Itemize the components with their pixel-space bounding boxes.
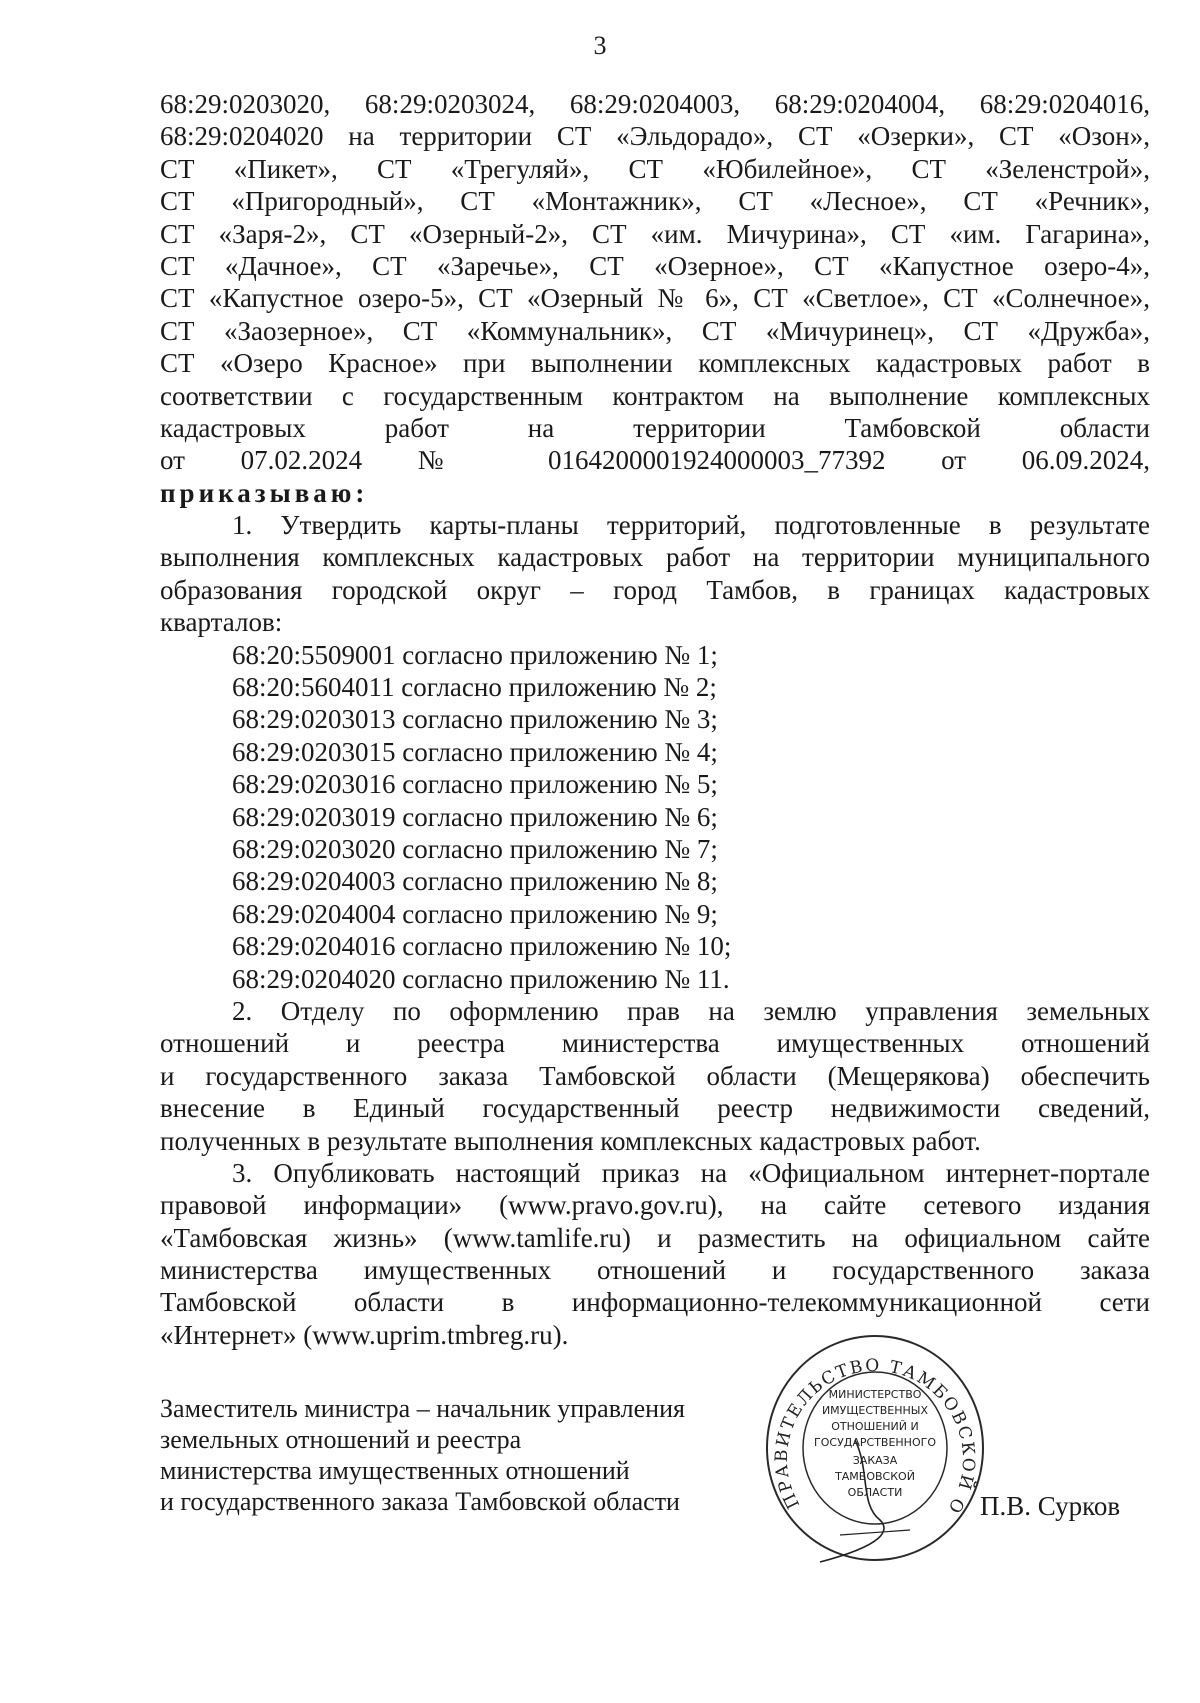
- text-line: кварталов:: [160, 607, 283, 638]
- list-item: 68:29:0203015 согласно приложению № 4;: [232, 736, 718, 767]
- list-item: 68:29:0203016 согласно приложению № 5;: [232, 769, 718, 800]
- text-line: 68:29:0203020, 68:29:0203024, 68:29:0204003, 68:29:0204004, 68:29:0204016,: [160, 89, 1150, 119]
- text-line: министерства имущественных отношений и государственного заказа: [160, 1255, 1150, 1286]
- text-line: и государственного заказа Тамбовской области (Мещерякова) обеспечить: [160, 1060, 1150, 1091]
- text-line: 68:29:0204020 на территории СТ «Эльдорадо», СТ «Озерки», СТ «Озон»,: [160, 121, 1150, 152]
- list-item: 68:29:0203020 согласно приложению № 7;: [232, 833, 718, 864]
- text-line: от 07.02.2024 № 0164200001924000003_77392 от 06.09.2024,: [160, 445, 1150, 476]
- signer-position-line: Заместитель министра – начальник управления: [160, 1394, 685, 1423]
- text-line: «Интернет» (www.uprim.tmbreg.ru).: [160, 1319, 569, 1350]
- document-body: [160, 88, 1150, 1351]
- official-seal: [760, 1330, 990, 1570]
- text-line: СТ «Пригородный», СТ «Монтажник», СТ «Лесное», СТ «Речник»,: [160, 186, 1150, 217]
- signer-position-line: министерства имущественных отношений: [160, 1456, 630, 1485]
- list-item: 68:29:0204004 согласно приложению № 9;: [232, 898, 718, 929]
- list-item: 68:29:0203013 согласно приложению № 3;: [232, 704, 718, 735]
- text-line: 3. Опубликовать настоящий приказ на «Официальном интернет-портале: [232, 1157, 1150, 1188]
- seal-inner-line: ОТНОШЕНИЙ И: [831, 1420, 919, 1433]
- quarters-list: [160, 639, 1150, 995]
- text-line: 1. Утвердить карты-планы территорий, подготовленные в результате: [232, 510, 1150, 541]
- list-item: 68:29:0204003 согласно приложению № 8;: [232, 866, 718, 897]
- signature-block: [160, 1393, 760, 1517]
- text-line: СТ «Капустное озеро-5», СТ «Озерный № 6», СТ «Светлое», СТ «Солнечное»,: [160, 283, 1150, 314]
- text-line: полученных в результате выполнения комплексных кадастровых работ.: [160, 1125, 981, 1156]
- list-item: 68:20:5509001 согласно приложению № 1;: [232, 639, 718, 670]
- signer-name: П.В. Сурков: [980, 1491, 1121, 1521]
- text-line: выполнения комплексных кадастровых работ на территории муниципального: [160, 542, 1150, 573]
- text-line: СТ «Озеро Красное» при выполнении комплексных кадастровых работ в: [160, 348, 1150, 379]
- text-line: правовой информации» (www.pravo.gov.ru), на сайте сетевого издания: [160, 1190, 1150, 1221]
- seal-inner-line: ТАМБОВСКОЙ: [835, 1470, 915, 1483]
- intro-paragraph: [160, 88, 1150, 477]
- text-line: отношений и реестра министерства имущественных отношений: [160, 1028, 1150, 1059]
- text-line: образования городской округ – город Тамбов, в границах кадастровых: [160, 574, 1150, 605]
- item-2-paragraph: [160, 995, 1150, 1157]
- text-line: СТ «Пикет», СТ «Трегуляй», СТ «Юбилейное», СТ «Зеленстрой»,: [160, 153, 1150, 184]
- list-item: 68:29:0203019 согласно приложению № 6;: [232, 801, 718, 832]
- list-item: 68:20:5604011 согласно приложению № 2;: [232, 672, 717, 703]
- text-line: СТ «Дачное», СТ «Заречье», СТ «Озерное», СТ «Капустное озеро-4»,: [160, 250, 1150, 281]
- item-3-paragraph: [160, 1157, 1150, 1351]
- text-line: СТ «Заря-2», СТ «Озерный-2», СТ «им. Мичурина», СТ «им. Гагарина»,: [160, 218, 1150, 249]
- seal-inner-line: ОБЛАСТИ: [847, 1486, 903, 1499]
- text-line: внесение в Единый государственный реестр недвижимости сведений,: [160, 1093, 1150, 1124]
- text-line: соответствии с государственным контрактом на выполнение комплексных: [160, 380, 1150, 411]
- item-1-paragraph: [160, 509, 1150, 639]
- text-line: «Тамбовская жизнь» (www.tamlife.ru) и разместить на официальном сайте: [160, 1222, 1150, 1253]
- seal-inner-line: ГОСУДАРСТВЕННОГО: [814, 1436, 936, 1449]
- text-line: СТ «Заозерное», СТ «Коммунальник», СТ «Мичуринец», СТ «Дружба»,: [160, 315, 1150, 346]
- order-word: приказываю:: [160, 477, 369, 508]
- list-item: 68:29:0204020 согласно приложению № 11.: [232, 963, 730, 994]
- seal-inner-line: МИНИСТЕРСТВО: [828, 1388, 922, 1401]
- list-item: 68:29:0204016 согласно приложению № 10;: [232, 931, 732, 962]
- signer-position-line: и государственного заказа Тамбовской области: [160, 1487, 680, 1516]
- seal-graphic: [760, 1330, 990, 1570]
- signer-position-line: земельных отношений и реестра: [160, 1425, 522, 1454]
- text-line: Тамбовской области в информационно-телекоммуникационной сети: [160, 1287, 1150, 1318]
- signature-stroke: [840, 1530, 910, 1535]
- seal-inner-line: ЗАКАЗА: [852, 1454, 898, 1467]
- page-number: 3: [593, 31, 607, 60]
- seal-inner-line: ИМУЩЕСТВЕННЫХ: [821, 1404, 929, 1417]
- seal-ring-text: ПРАВИТЕЛЬСТВО ТАМБОВСКОЙ О: [771, 1355, 979, 1518]
- text-line: кадастровых работ на территории Тамбовской области: [160, 412, 1150, 443]
- text-line: 2. Отделу по оформлению прав на землю управления земельных: [232, 995, 1150, 1026]
